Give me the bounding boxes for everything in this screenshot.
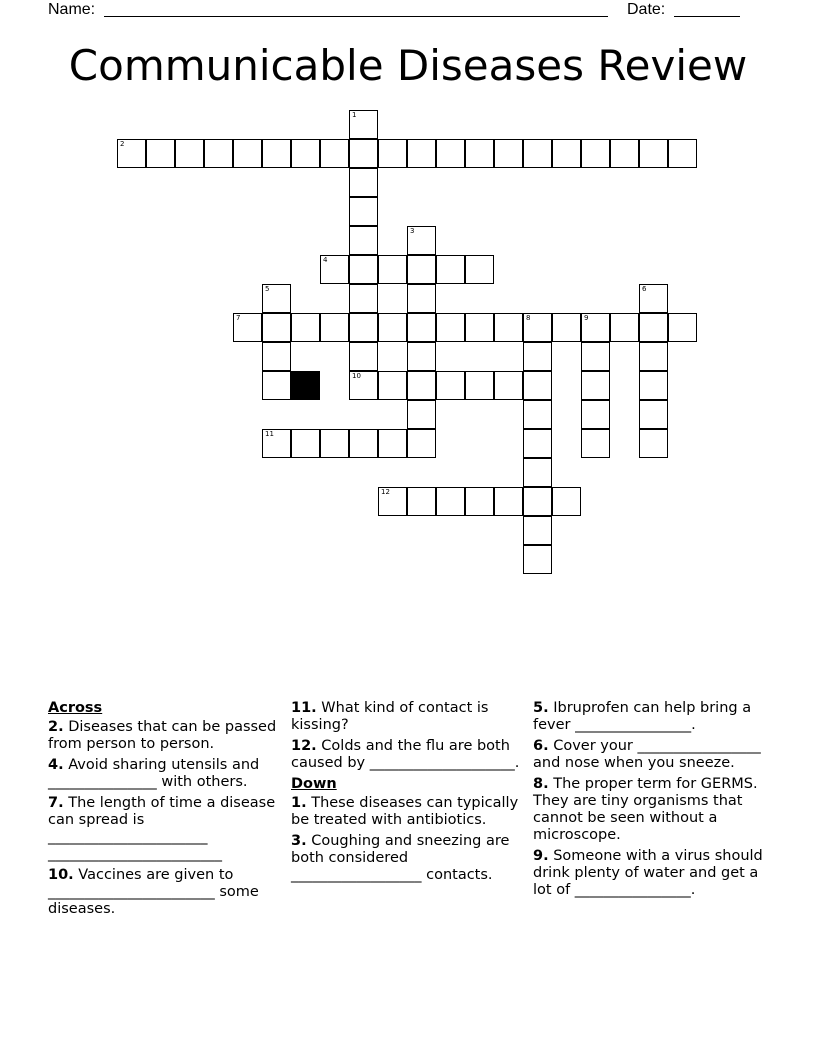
crossword-cell[interactable] bbox=[146, 139, 175, 168]
crossword-cell[interactable] bbox=[639, 139, 668, 168]
clue-across-2: 2. Diseases that can be passed from person to person. bbox=[48, 719, 277, 752]
crossword-cell[interactable] bbox=[320, 255, 349, 284]
cell-number: 4 bbox=[323, 256, 328, 264]
clue-down-9: 9. Someone with a virus should drink plenty of water and get a lot of ________________. bbox=[533, 848, 763, 898]
clues-column-2 bbox=[291, 700, 523, 888]
crossword-cell[interactable] bbox=[262, 429, 291, 458]
cell-number: 5 bbox=[265, 285, 270, 293]
crossword-cell[interactable] bbox=[378, 429, 407, 458]
cell-number: 1 bbox=[352, 111, 357, 119]
crossword-cell[interactable] bbox=[262, 371, 291, 400]
clue-down-6: 6. Cover your _________________ and nose when you sneeze. bbox=[533, 738, 761, 771]
crossword-cell[interactable] bbox=[349, 139, 378, 168]
crossword-cell[interactable] bbox=[233, 139, 262, 168]
crossword-cell[interactable] bbox=[523, 371, 552, 400]
crossword-cell[interactable] bbox=[378, 255, 407, 284]
crossword-cell[interactable] bbox=[117, 139, 146, 168]
crossword-cell[interactable] bbox=[349, 255, 378, 284]
crossword-cell[interactable] bbox=[523, 139, 552, 168]
black-square bbox=[291, 371, 320, 400]
crossword-cell[interactable] bbox=[523, 487, 552, 516]
crossword-cell[interactable] bbox=[349, 429, 378, 458]
page-title: Communicable Diseases Review bbox=[68, 41, 748, 90]
crossword-cell[interactable] bbox=[291, 429, 320, 458]
crossword-cell[interactable] bbox=[465, 313, 494, 342]
crossword-cell[interactable] bbox=[494, 139, 523, 168]
crossword-cell[interactable] bbox=[494, 313, 523, 342]
crossword-cell[interactable] bbox=[175, 139, 204, 168]
crossword-cell[interactable] bbox=[262, 342, 291, 371]
date-label: Date: bbox=[627, 1, 666, 18]
crossword-cell[interactable] bbox=[349, 284, 378, 313]
crossword-cell[interactable] bbox=[610, 139, 639, 168]
crossword-cell[interactable] bbox=[378, 313, 407, 342]
crossword-cell[interactable] bbox=[523, 545, 552, 574]
clue-down-3: 3. Coughing and sneezing are both considered __________________ contacts. bbox=[291, 833, 510, 883]
crossword-cell[interactable] bbox=[233, 313, 262, 342]
crossword-cell[interactable] bbox=[436, 487, 465, 516]
clues-column-1 bbox=[48, 700, 284, 922]
crossword-cell[interactable] bbox=[668, 313, 697, 342]
name-date-line bbox=[48, 0, 748, 22]
cell-number: 7 bbox=[236, 314, 241, 322]
crossword-cell[interactable] bbox=[349, 110, 378, 139]
cell-number: 12 bbox=[381, 488, 390, 496]
crossword-cell[interactable] bbox=[465, 371, 494, 400]
crossword-cell[interactable] bbox=[291, 139, 320, 168]
crossword-cell[interactable] bbox=[465, 487, 494, 516]
crossword-cell[interactable] bbox=[523, 458, 552, 487]
crossword-cell[interactable] bbox=[581, 429, 610, 458]
crossword-cell[interactable] bbox=[523, 516, 552, 545]
crossword-cell[interactable] bbox=[407, 139, 436, 168]
clue-down-8: 8. The proper term for GERMS. They are tiny organisms that cannot be seen without a microscope. bbox=[533, 776, 758, 843]
crossword-cell[interactable] bbox=[668, 139, 697, 168]
crossword-cell[interactable] bbox=[523, 313, 552, 342]
name-blank[interactable] bbox=[104, 16, 608, 17]
crossword-cell[interactable] bbox=[436, 139, 465, 168]
crossword-cell[interactable] bbox=[494, 487, 523, 516]
cell-number: 2 bbox=[120, 140, 125, 148]
crossword-cell[interactable] bbox=[581, 139, 610, 168]
crossword-cell[interactable] bbox=[262, 313, 291, 342]
name-label: Name: bbox=[48, 1, 96, 18]
crossword-cell[interactable] bbox=[407, 255, 436, 284]
crossword-cell[interactable] bbox=[407, 342, 436, 371]
crossword-cell[interactable] bbox=[204, 139, 233, 168]
crossword-cell[interactable] bbox=[407, 313, 436, 342]
crossword-cell[interactable] bbox=[465, 139, 494, 168]
crossword-cell[interactable] bbox=[262, 284, 291, 313]
crossword-cell[interactable] bbox=[320, 429, 349, 458]
crossword-cell[interactable] bbox=[552, 313, 581, 342]
crossword-cell[interactable] bbox=[349, 168, 378, 197]
cell-number: 11 bbox=[265, 430, 274, 438]
date-blank[interactable] bbox=[674, 16, 740, 17]
crossword-cell[interactable] bbox=[407, 226, 436, 255]
crossword-cell[interactable] bbox=[407, 400, 436, 429]
crossword-cell[interactable] bbox=[320, 313, 349, 342]
crossword-cell[interactable] bbox=[581, 371, 610, 400]
clue-across-4: 4. Avoid sharing utensils and _______________ with others. bbox=[48, 757, 260, 790]
crossword-cell[interactable] bbox=[639, 313, 668, 342]
crossword-cell[interactable] bbox=[407, 487, 436, 516]
clue-down-5: 5. Ibruprofen can help bring a fever ________________. bbox=[533, 700, 752, 733]
across-heading: Across bbox=[48, 700, 103, 716]
crossword-cell[interactable] bbox=[378, 371, 407, 400]
crossword-cell[interactable] bbox=[523, 342, 552, 371]
crossword-cell[interactable] bbox=[407, 284, 436, 313]
crossword-cell[interactable] bbox=[349, 226, 378, 255]
crossword-cell[interactable] bbox=[436, 313, 465, 342]
crossword-cell[interactable] bbox=[552, 139, 581, 168]
crossword-cell[interactable] bbox=[407, 371, 436, 400]
crossword-cell[interactable] bbox=[639, 342, 668, 371]
cell-number: 9 bbox=[584, 314, 589, 322]
clue-across-7: 7. The length of time a disease can spread is ______________________ ________________________ bbox=[48, 795, 276, 862]
crossword-cell[interactable] bbox=[581, 342, 610, 371]
crossword-cell[interactable] bbox=[262, 139, 291, 168]
crossword-cell[interactable] bbox=[378, 487, 407, 516]
clues-column-3 bbox=[533, 700, 769, 903]
crossword-cell[interactable] bbox=[523, 429, 552, 458]
crossword-cell[interactable] bbox=[320, 139, 349, 168]
crossword-cell[interactable] bbox=[639, 371, 668, 400]
clue-down-1: 1. These diseases can typically be treated with antibiotics. bbox=[291, 795, 519, 828]
crossword-cell[interactable] bbox=[494, 371, 523, 400]
crossword-cell[interactable] bbox=[349, 313, 378, 342]
crossword-cell[interactable] bbox=[349, 197, 378, 226]
crossword-cell[interactable] bbox=[552, 487, 581, 516]
crossword-cell[interactable] bbox=[639, 284, 668, 313]
crossword-cell[interactable] bbox=[581, 400, 610, 429]
crossword-cell[interactable] bbox=[465, 255, 494, 284]
crossword-cell[interactable] bbox=[378, 139, 407, 168]
crossword-cell[interactable] bbox=[436, 371, 465, 400]
crossword-cell[interactable] bbox=[349, 371, 378, 400]
crossword-cell[interactable] bbox=[407, 429, 436, 458]
crossword-cell[interactable] bbox=[349, 342, 378, 371]
clue-across-11: 11. What kind of contact is kissing? bbox=[291, 700, 489, 733]
crossword-cell[interactable] bbox=[581, 313, 610, 342]
crossword-cell[interactable] bbox=[523, 400, 552, 429]
crossword-cell[interactable] bbox=[291, 313, 320, 342]
cell-number: 3 bbox=[410, 227, 415, 235]
down-heading: Down bbox=[291, 776, 337, 792]
crossword-cell[interactable] bbox=[639, 400, 668, 429]
crossword-cell[interactable] bbox=[610, 313, 639, 342]
clue-across-12: 12. Colds and the flu are both caused by ____________________. bbox=[291, 738, 520, 771]
crossword-cell[interactable] bbox=[639, 429, 668, 458]
cell-number: 6 bbox=[642, 285, 647, 293]
clue-across-10: 10. Vaccines are given to _______________________ some diseases. bbox=[48, 867, 259, 917]
cell-number: 8 bbox=[526, 314, 531, 322]
crossword-cell[interactable] bbox=[436, 255, 465, 284]
cell-number: 10 bbox=[352, 372, 361, 380]
